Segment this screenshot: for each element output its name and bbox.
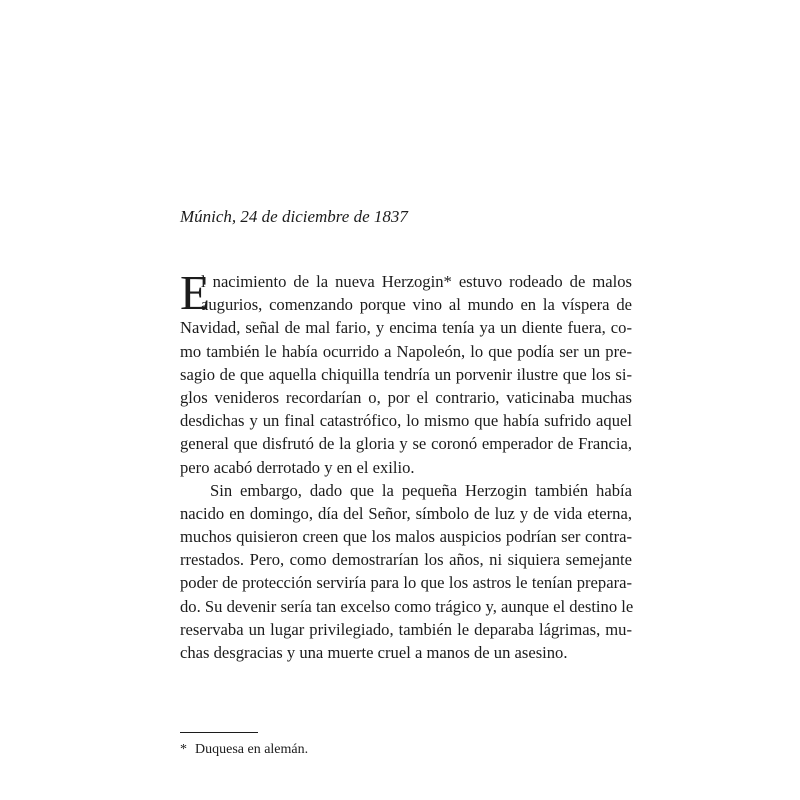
- text-line: poder de protección serviría para lo que los astros le tenían prepara-: [180, 573, 632, 593]
- footnote-divider: [180, 732, 258, 733]
- text-line: mo también le había ocurrido a Napoleón, lo que podía ser un pre-: [180, 341, 632, 361]
- text-line: chas desgracias y una muerte cruel a manos de un asesino.: [180, 643, 568, 662]
- text-line: augurios, comenzando porque vino al mundo en la víspera de: [201, 295, 632, 315]
- text-line: sagio de que aquella chiquilla tendría un porvenir ilustre que los si-: [180, 364, 632, 384]
- text-line: pero acabó derrotado y en el exilio.: [180, 457, 415, 477]
- text-line: glos venideros recordarían o, por el contrario, vaticinaba muchas: [180, 387, 632, 407]
- text-line: l nacimiento de la nueva Herzogin* estuvo rodeado de malos: [201, 272, 632, 291]
- drop-cap: E: [180, 265, 210, 320]
- text-line: Sin embargo, dado que la pequeña Herzogin también había: [210, 480, 632, 500]
- text-line: reservaba un lugar privilegiado, también le deparaba lágrimas, mu-: [180, 619, 632, 639]
- text-line: desdichas y un final catastrófico, lo mismo que había sufrido aquel: [180, 411, 632, 431]
- footnote-text: Duquesa en alemán.: [195, 742, 309, 757]
- text-line: rrestados. Pero, como demostrarían los años, ni siquiera semejante: [180, 550, 632, 570]
- text-line: nacido en domingo, día del Señor, símbolo de luz y de vida eterna,: [180, 503, 632, 523]
- body-text: [180, 265, 634, 664]
- text-line: do. Su devenir sería tan excelso como trágico y, aunque el destino le: [180, 596, 634, 616]
- text-line: general que disfrutó de la gloria y se coronó emperador de Francia,: [180, 434, 632, 454]
- footnote: [180, 741, 308, 759]
- footnote-mark: *: [180, 742, 187, 757]
- text-line: muchos quisieron creen que los malos auspicios podrían ser contra-: [180, 527, 632, 547]
- chapter-dateline: Múnich, 24 de diciembre de 1837: [180, 207, 408, 226]
- text-line: Navidad, señal de mal fario, y encima tenía ya un diente fuera, co-: [180, 318, 632, 338]
